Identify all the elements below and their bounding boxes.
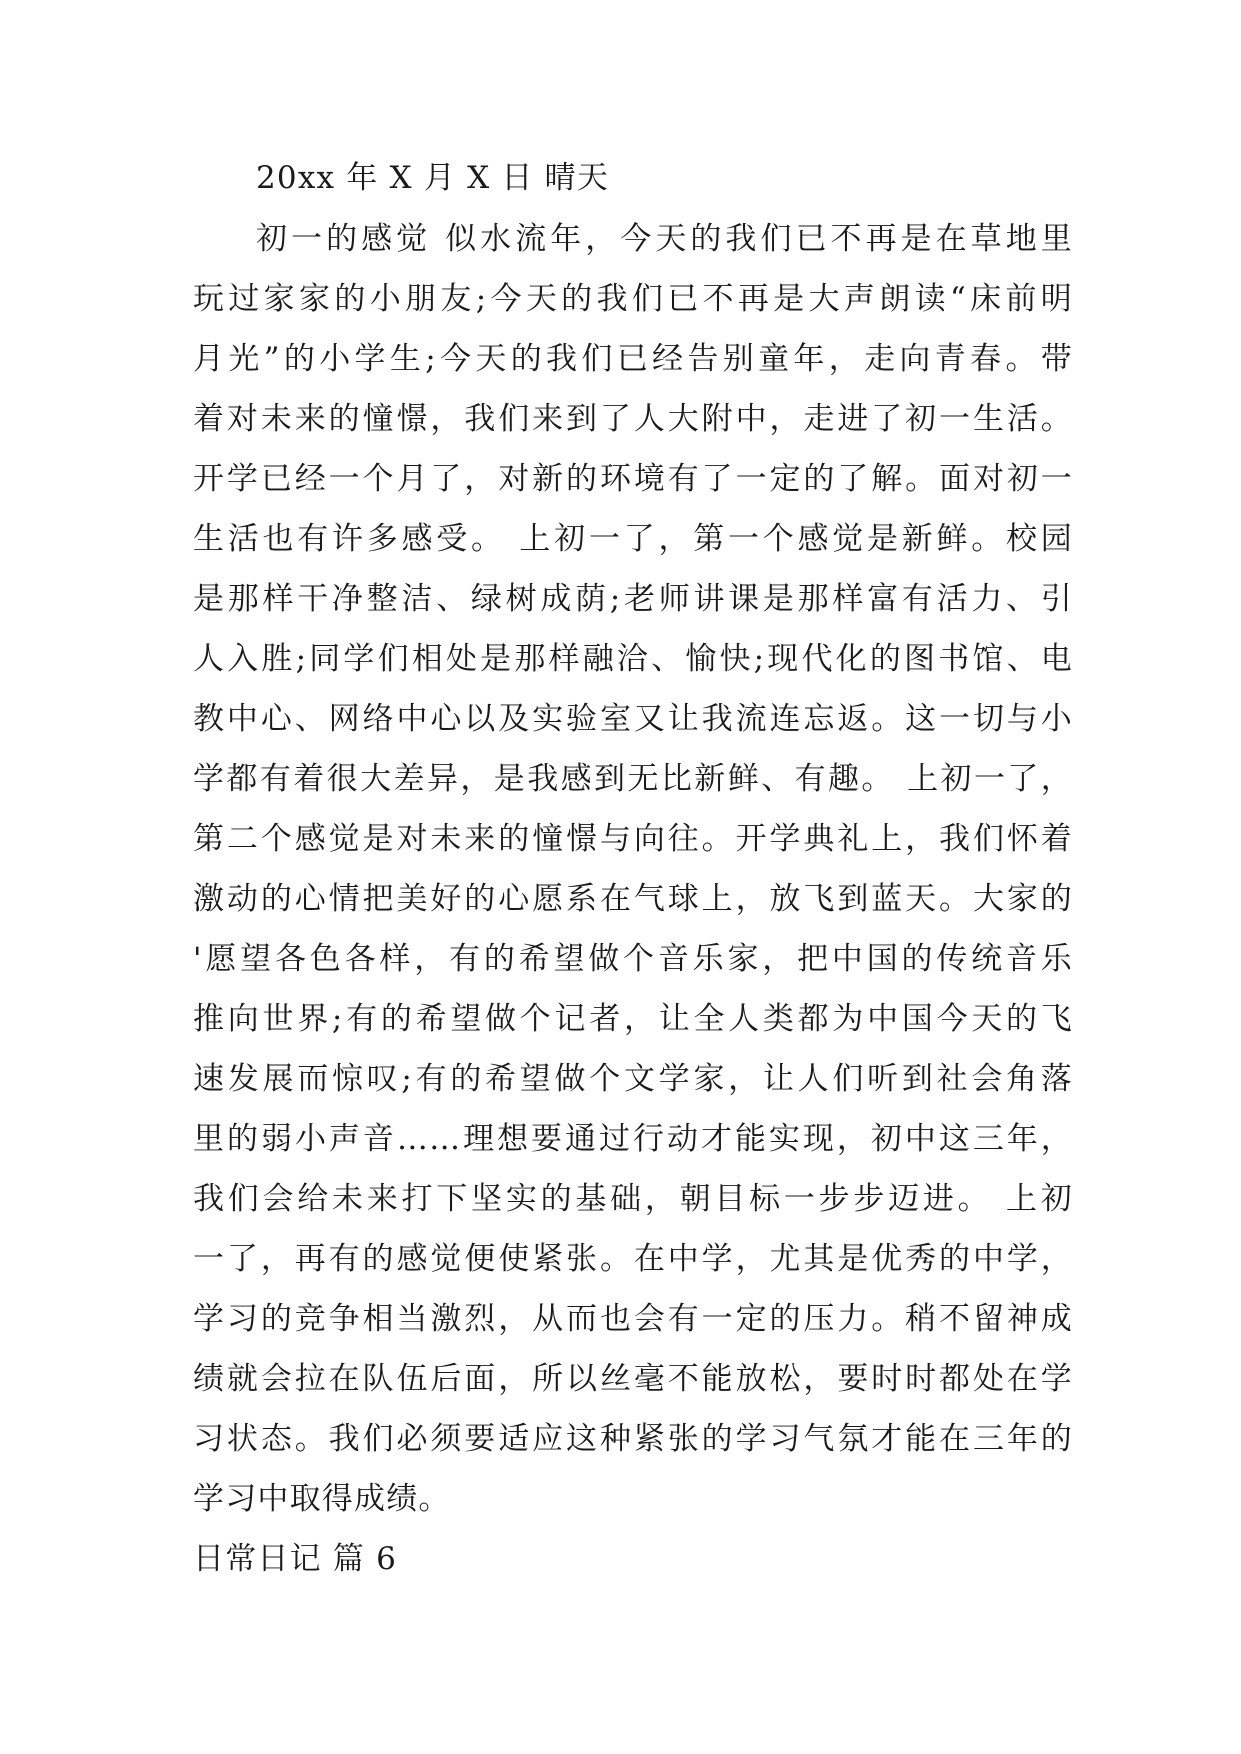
body-line: 里的弱小声音……理想要通过行动才能实现，初中这三年， [193, 1121, 1073, 1157]
body-line: 人入胜;同学们相处是那样融洽、愉快;现代化的图书馆、电 [193, 641, 1073, 677]
body-line: 推向世界;有的希望做个记者，让全人类都为中国今天的飞 [193, 1001, 1073, 1037]
body-line: 一了，再有的感觉便使紧张。在中学，尤其是优秀的中学， [193, 1241, 1073, 1277]
body-line: 教中心、网络中心以及实验室又让我流连忘返。这一切与小 [193, 701, 1073, 737]
body-line: 学习的竞争相当激烈，从而也会有一定的压力。稍不留神成 [193, 1301, 1073, 1337]
body-line: 第二个感觉是对未来的憧憬与向往。开学典礼上，我们怀着 [193, 821, 1073, 857]
body-line: '愿望各色各样，有的希望做个音乐家，把中国的传统音乐 [193, 941, 1073, 977]
body-line: 生活也有许多感受。 上初一了，第一个感觉是新鲜。校园 [193, 521, 1073, 557]
body-line: 习状态。我们必须要适应这种紧张的学习气氛才能在三年的 [193, 1421, 1073, 1457]
body-line: 学习中取得成绩。 [193, 1481, 451, 1517]
body-line: 学都有着很大差异，是我感到无比新鲜、有趣。 上初一了， [193, 761, 1073, 797]
body-line: 速发展而惊叹;有的希望做个文学家，让人们听到社会角落 [193, 1061, 1073, 1097]
body-line: 绩就会拉在队伍后面，所以丝毫不能放松，要时时都处在学 [193, 1361, 1073, 1397]
body-line: 月光”的小学生;今天的我们已经告别童年，走向青春。带 [193, 341, 1073, 377]
body-line: 着对未来的憧憬，我们来到了人大附中，走进了初一生活。 [193, 401, 1073, 437]
body-line: 开学已经一个月了，对新的环境有了一定的了解。面对初一 [193, 461, 1073, 497]
body-line: 初一的感觉 似水流年，今天的我们已不再是在草地里 [256, 221, 1073, 257]
body-line: 激动的心情把美好的心愿系在气球上，放飞到蓝天。大家的 [193, 881, 1073, 917]
section-heading: 日常日记 篇 6 [193, 1541, 398, 1577]
body-line: 我们会给未来打下坚实的基础，朝目标一步步迈进。 上初 [193, 1181, 1073, 1217]
date-line: 20xx 年 X 月 X 日 晴天 [256, 160, 610, 196]
body-line: 玩过家家的小朋友;今天的我们已不再是大声朗读“床前明 [193, 281, 1073, 317]
body-line: 是那样干净整洁、绿树成荫;老师讲课是那样富有活力、引 [193, 581, 1073, 617]
